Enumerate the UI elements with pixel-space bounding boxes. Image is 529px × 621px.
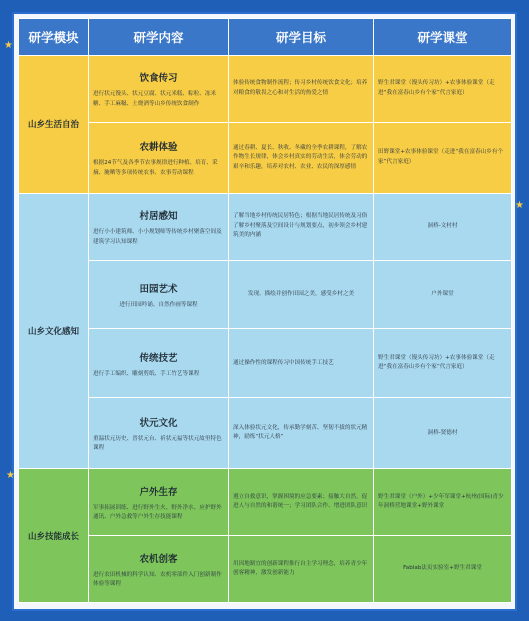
class-cell: Fablab法页实验室+野生君课堂 <box>374 536 512 603</box>
course-content: 进行田园吟诵、自然作画等课程 <box>119 301 198 308</box>
star-icon: ★ <box>6 470 15 481</box>
table-row <box>19 329 512 398</box>
course-content: 根据24节气及各季节农事规律进行种植、培育、采摘、腌晒等多项传统农事、农事劳动课程 <box>93 160 218 176</box>
table-row <box>19 193 512 260</box>
class-cell: 野生君课堂（户外）+少年军课堂+杭州(国际)青少年洞桥营地课堂+野外课堂 <box>374 469 512 536</box>
content-cell <box>89 56 229 123</box>
table-row <box>19 469 512 536</box>
course-title: 农耕体验 <box>139 142 178 154</box>
course-title: 饮食传习 <box>139 73 178 85</box>
star-icon: ★ <box>4 40 13 51</box>
goal-cell: 体验传统食物制作流程；传习乡村传统饮食文化；培养对粮食的敬畏之心和对生活的热爱之情 <box>229 56 374 123</box>
header-content: 研学内容 <box>89 19 229 56</box>
course-title: 户外生存 <box>139 486 178 498</box>
course-title: 村居感知 <box>139 211 178 223</box>
table-header-row <box>19 19 512 56</box>
table-row <box>19 536 512 603</box>
goal-cell: 深入体验状元文化，传承勤学刻苦、坚韧不拔的状元精神，励炼“状元人格” <box>229 398 374 469</box>
content-cell <box>89 122 229 193</box>
class-cell: 洞桥-文村村 <box>374 193 512 260</box>
class-cell: 户外课堂 <box>374 260 512 329</box>
course-title: 传统技艺 <box>139 352 178 364</box>
course-content: 重温状元历史、晋状元台、祈状元福等状元故里特色课程 <box>93 435 222 452</box>
table-row <box>19 56 512 123</box>
study-table <box>18 18 512 603</box>
content-cell <box>89 469 229 536</box>
module-cell: 山乡文化感知 <box>19 193 89 469</box>
content-cell <box>89 260 229 329</box>
content-cell <box>89 329 229 398</box>
class-cell: 田野课堂+农事体验课堂（走进“我在富春山乡有个家”代言家庭） <box>374 122 512 193</box>
module-cell: 山乡技能成长 <box>19 469 89 603</box>
table-row <box>19 260 512 329</box>
course-content: 进行状元馒头、状元豆腐、状元米糕、粽粒、冻米糖、手工麻糍、土烧酒等山乡传统饮食制作 <box>93 91 217 107</box>
class-cell: 野生君课堂（馒头传习坊）+农事体验课堂（走进“我在富春山乡有个家”代言家庭） <box>374 329 512 398</box>
header-goal: 研学目标 <box>229 19 374 56</box>
course-content: 进行手工编织、雕刻剪纸、手工竹艺等课程 <box>93 370 200 377</box>
course-title: 田园艺术 <box>139 283 178 295</box>
module-cell: 山乡生活自治 <box>19 56 89 194</box>
goal-cell: 了解当地乡村传统民居特色；根据当地民居传统及习俗了解乡村聚落及空间设计与规划要点，初步领会乡村建筑美的内涵 <box>229 193 374 260</box>
course-content: 进行小小建筑师、小小规划师等传统乡村聚落空间及建筑学习认知课程 <box>93 229 222 245</box>
course-content: 军事拓展训练、进行野外生火、野外净水、应护野外通讯、户外急救等户外生存技能课程 <box>93 504 222 521</box>
course-title: 农机创客 <box>139 553 178 565</box>
course-title: 状元文化 <box>139 417 178 429</box>
goal-cell: 通过操作性的课程传习中国传统手工技艺 <box>229 329 374 398</box>
goal-cell: 发现、描绘并创作田园之美，感受乡村之美 <box>229 260 374 329</box>
goal-cell: 用因地制宜的创新课程推行自主学习理念，培养青少年创客精神，激发创新能力 <box>229 536 374 603</box>
content-cell <box>89 536 229 603</box>
header-classroom: 研学课堂 <box>374 19 512 56</box>
table-row <box>19 122 512 193</box>
table-row <box>19 398 512 469</box>
class-cell: 野生君课堂（馒头传习坊）+农事体验课堂（走进“我在富春山乡有个家”代言家庭） <box>374 56 512 123</box>
goal-cell: 通过春耕、夏长、秋收、冬藏的全季农耕课程，了解农作物生长规律，体会乡村真实的劳动生活，体会劳动的艰辛和乐趣，培养对农村、农业、农民的深厚感情 <box>229 122 374 193</box>
star-icon: ★ <box>515 200 524 211</box>
course-content: 进行农田机械的科学认知、农机零部件入门创新制作体验等课程 <box>93 571 222 588</box>
content-cell <box>89 398 229 469</box>
class-cell: 洞桥-贤德村 <box>374 398 512 469</box>
header-module: 研学模块 <box>19 19 89 56</box>
goal-cell: 遵立自救意识，掌握困境的应急要素；接触大自然，促进人与自然的和谐统一；学习团队合作、增进团队意识 <box>229 469 374 536</box>
content-cell <box>89 193 229 260</box>
